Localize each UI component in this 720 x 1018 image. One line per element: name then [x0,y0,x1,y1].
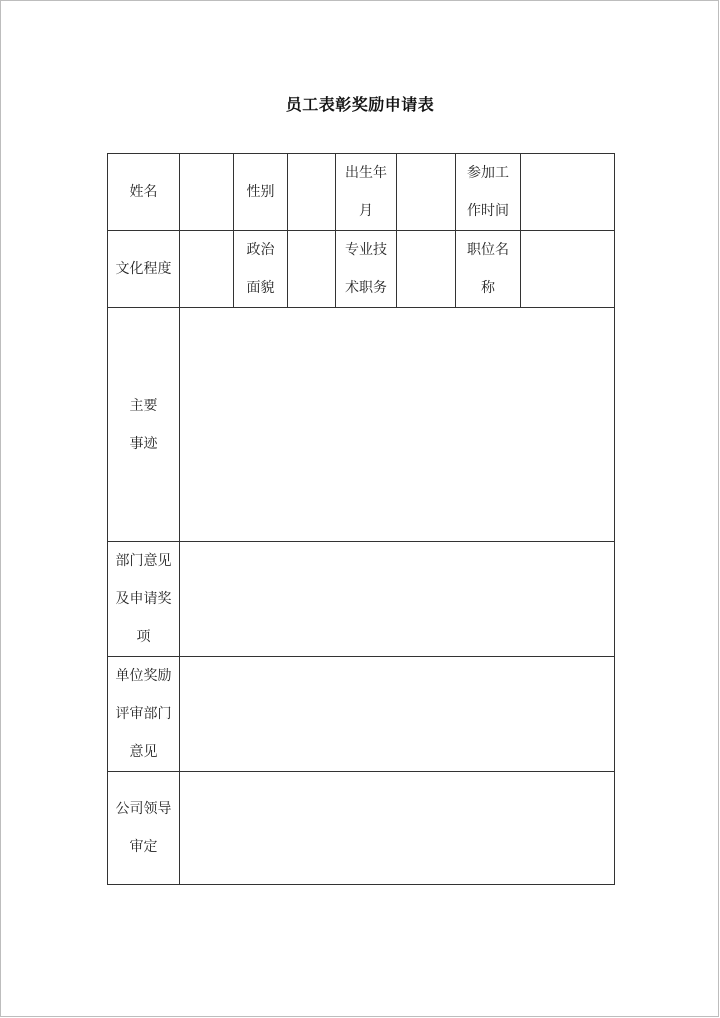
position-label: 职位名称 [456,231,521,308]
form-row-review-opinion [108,657,615,772]
gender-field[interactable] [288,154,336,231]
form-row-department-opinion [108,542,615,657]
work-start-label: 参加工作时间 [456,154,521,231]
position-field[interactable] [521,231,615,308]
leader-approval-field[interactable] [180,772,615,885]
form-row-leader-approval [108,772,615,885]
political-status-label: 政治面貌 [234,231,288,308]
award-application-form [107,153,615,885]
birth-date-field[interactable] [397,154,456,231]
education-field[interactable] [180,231,234,308]
review-opinion-field[interactable] [180,657,615,772]
education-label: 文化程度 [108,231,180,308]
department-opinion-field[interactable] [180,542,615,657]
tech-title-label: 专业技术职务 [336,231,397,308]
main-deeds-label: 主要事迹 [108,308,180,542]
form-row-background [108,231,615,308]
main-deeds-field[interactable] [180,308,615,542]
form-row-deeds [108,308,615,542]
birth-date-label: 出生年月 [336,154,397,231]
political-status-field[interactable] [288,231,336,308]
name-field[interactable] [180,154,234,231]
gender-label: 性别 [234,154,288,231]
form-row-basic-info [108,154,615,231]
leader-approval-label: 公司领导审定 [108,772,180,885]
tech-title-field[interactable] [397,231,456,308]
work-start-field[interactable] [521,154,615,231]
form-title: 员工表彰奖励申请表 [285,95,435,114]
review-opinion-label: 单位奖励评审部门意见 [108,657,180,772]
department-opinion-label: 部门意见及申请奖项 [108,542,180,657]
name-label: 姓名 [108,154,180,231]
